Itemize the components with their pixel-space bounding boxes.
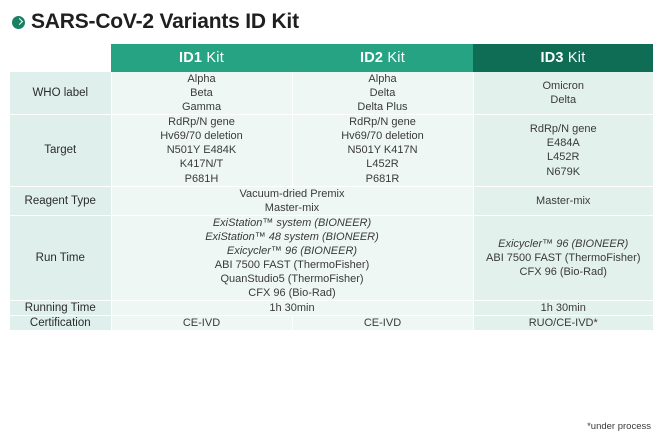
cell-line: ABI 7500 FAST (ThermoFisher) <box>214 259 370 272</box>
cell-run-time-id3 <box>473 215 653 300</box>
cell-line: Omicron <box>542 80 585 93</box>
cell-line: 1h 30min <box>540 302 586 315</box>
cell-line: Vacuum-dried Premix <box>239 187 345 200</box>
cell-line: Beta <box>190 87 213 100</box>
cell-line: N501Y K417N <box>347 144 418 157</box>
row-label-reagent-type: Reagent Type <box>10 186 111 215</box>
cell-line: Alpha <box>187 73 216 85</box>
cell-target-id2 <box>292 115 473 186</box>
column-header-id3-rest: Kit <box>563 50 586 66</box>
cell-line: L452R <box>366 158 399 171</box>
cell-line: P681H <box>184 172 219 185</box>
cell-certification-id2 <box>292 316 473 331</box>
kit-comparison-table <box>10 44 653 330</box>
table-row <box>10 115 653 186</box>
cell-line: N679K <box>546 165 581 178</box>
cell-reagent-type-id3 <box>473 186 653 215</box>
cell-line: ExiStation™ system (BIONEER) <box>212 216 372 229</box>
cell-line: CE-IVD <box>182 317 221 330</box>
cell-line: Master-mix <box>264 201 320 214</box>
table-header-row <box>10 44 653 72</box>
cell-running-time-id3 <box>473 301 653 316</box>
cell-running-time-id1-id2 <box>111 301 473 316</box>
cell-reagent-type-id1-id2 <box>111 186 473 215</box>
cell-line: RUO/CE-IVD* <box>528 317 598 330</box>
cell-who-id3 <box>473 72 653 115</box>
cell-line: N501Y E484K <box>166 144 237 157</box>
table-row <box>10 316 653 331</box>
row-label-target: Target <box>10 115 111 186</box>
cell-line: ABI 7500 FAST (ThermoFisher) <box>486 251 641 264</box>
cell-line: Alpha <box>368 73 397 85</box>
cell-line: CFX 96 (Bio-Rad) <box>519 266 607 279</box>
row-label-running-time: Running Time <box>10 301 111 316</box>
cell-who-id1 <box>111 72 292 115</box>
cell-target-id1 <box>111 115 292 186</box>
row-label-run-time: Run Time <box>10 215 111 300</box>
column-header-id1-bold: ID1 <box>179 50 203 66</box>
cell-target-id3 <box>473 115 653 186</box>
cell-line: CE-IVD <box>363 317 402 330</box>
row-label-certification: Certification <box>10 316 111 331</box>
column-header-id2-rest: Kit <box>383 50 405 66</box>
column-header-id2 <box>292 44 473 72</box>
column-header-id3 <box>473 44 653 72</box>
cell-line: QuanStudio5 (ThermoFisher) <box>220 273 364 286</box>
cell-who-id2 <box>292 72 473 115</box>
cell-line: Exicycler™ 96 (BIONEER) <box>226 244 358 257</box>
cell-line: K417N/T <box>179 158 224 171</box>
row-label-who: WHO label <box>10 72 111 115</box>
cell-line: Gamma <box>181 101 222 114</box>
cell-line: P681R <box>365 172 400 185</box>
cell-line: 1h 30min <box>269 302 315 315</box>
cell-certification-id1 <box>111 316 292 331</box>
cell-line: Master-mix <box>536 194 591 207</box>
cell-line: ExiStation™ 48 system (BIONEER) <box>205 230 379 243</box>
table-row <box>10 215 653 300</box>
table-row <box>10 186 653 215</box>
cell-run-time-id1-id2 <box>111 215 473 300</box>
cell-line: Delta <box>369 87 396 100</box>
cell-line: Exicycler™ 96 (BIONEER) <box>498 237 629 250</box>
cell-line: RdRp/N gene <box>349 116 416 129</box>
cell-line: Hv69/70 deletion <box>341 130 424 143</box>
cell-certification-id3 <box>473 316 653 331</box>
footnote: *under process <box>587 421 651 432</box>
column-header-id1 <box>111 44 292 72</box>
column-header-id2-bold: ID2 <box>360 50 384 66</box>
cell-line: L452R <box>547 151 580 164</box>
column-header-id1-rest: Kit <box>202 50 224 66</box>
header-spacer <box>10 44 111 72</box>
cell-line: RdRp/N gene <box>529 123 597 136</box>
cell-line: RdRp/N gene <box>168 116 235 129</box>
page-title <box>12 10 653 34</box>
table-row <box>10 72 653 115</box>
cell-line: CFX 96 (Bio-Rad) <box>248 287 336 300</box>
cell-line: E484A <box>546 137 580 150</box>
column-header-id3-bold: ID3 <box>540 50 564 66</box>
cell-line: Delta Plus <box>357 101 408 114</box>
cell-line: Delta <box>550 94 577 107</box>
cell-line: Hv69/70 deletion <box>160 130 243 143</box>
table-row <box>10 301 653 316</box>
chevron-right-icon <box>12 16 25 29</box>
page-title-text: SARS-CoV-2 Variants ID Kit <box>31 10 299 33</box>
